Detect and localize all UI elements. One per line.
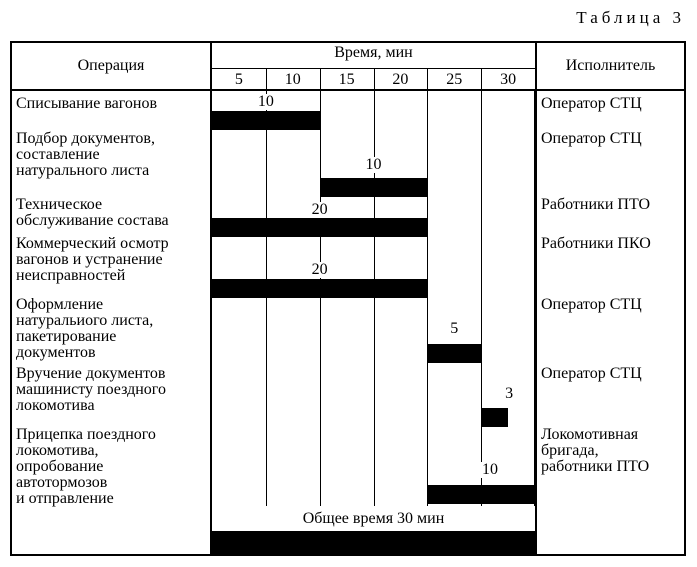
operation-label: Оформление натуральиого листа, пакетирование документов: [16, 296, 154, 361]
executor-label: Локомотивная бригада, работники ПТО: [541, 426, 650, 475]
table-bottom-border: [10, 554, 686, 556]
tick-separator: [266, 68, 267, 89]
total-time-bar: [212, 531, 535, 554]
tick-separator: [320, 68, 321, 89]
time-tick-5: 5: [234, 71, 243, 88]
duration-bar: [212, 111, 320, 130]
duration-label: 20: [305, 262, 335, 278]
duration-label: 10: [475, 462, 505, 478]
grid-line-20: [427, 89, 428, 506]
executor-label: Работники ПТО: [541, 196, 651, 213]
column-divider-time-right: [535, 41, 537, 556]
grid-line-30: [534, 89, 535, 506]
duration-bar: [427, 485, 535, 504]
executor-label: Работники ПКО: [541, 235, 651, 252]
operation-label: Коммерческий осмотр вагонов и устранение неисправностей: [16, 235, 169, 284]
time-tick-10: 10: [284, 71, 301, 88]
grid-line-25: [481, 89, 482, 506]
duration-bar: [427, 344, 481, 363]
duration-bar: [320, 178, 428, 197]
header-executor: Исполнитель: [565, 57, 656, 74]
header-operation: Операция: [77, 57, 145, 74]
time-tick-30: 30: [500, 71, 517, 88]
operation-label: Списывание вагонов: [16, 95, 158, 112]
time-tick-20: 20: [392, 71, 409, 88]
header-time: Время, мин: [334, 44, 413, 61]
executor-label: Оператор СТЦ: [541, 95, 642, 112]
duration-label: 10: [251, 94, 281, 110]
tick-separator: [481, 68, 482, 89]
duration-label: 3: [494, 386, 524, 402]
table-top-border: [10, 41, 686, 43]
operation-label: Прицепка поездного локомотива, опробование автотормозов и отправление: [16, 426, 156, 507]
table-caption: Таблица 3: [576, 8, 685, 27]
duration-bar: [212, 279, 427, 298]
tick-separator: [427, 68, 428, 89]
table-left-border: [10, 41, 12, 556]
duration-label: 5: [439, 321, 469, 337]
total-time-label: Общее время 30 мин: [302, 510, 445, 527]
duration-label: 10: [359, 157, 389, 173]
executor-label: Оператор СТЦ: [541, 365, 642, 382]
tick-separator: [374, 68, 375, 89]
time-tick-15: 15: [338, 71, 355, 88]
executor-label: Оператор СТЦ: [541, 130, 642, 147]
operation-label: Вручение документов машинисту поездного локомотива: [16, 365, 166, 414]
operation-label: Подбор документов, составление натурального листа: [16, 130, 155, 179]
duration-label: 20: [305, 202, 335, 218]
header-bottom-border: [10, 89, 686, 91]
operation-label: Техническое обслуживание состава: [16, 196, 169, 229]
executor-label: Оператор СТЦ: [541, 296, 642, 313]
duration-bar: [212, 218, 427, 237]
time-tick-25: 25: [446, 71, 463, 88]
duration-bar: [481, 408, 508, 427]
table-right-border: [684, 41, 686, 556]
